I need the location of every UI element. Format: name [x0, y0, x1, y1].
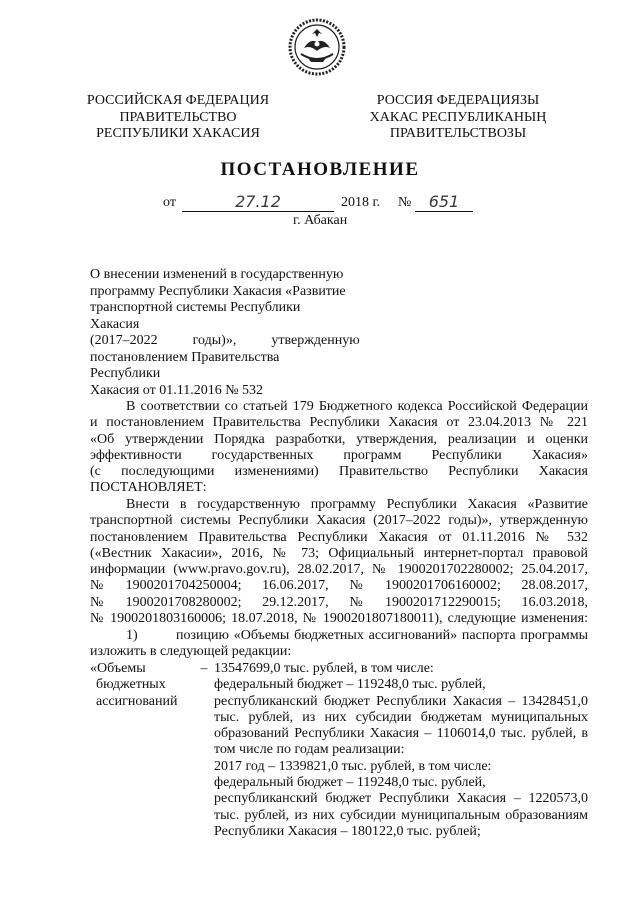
subject-line: постановлением Правительства Республики	[90, 349, 280, 381]
paragraph-line: № 1900201704250004; 16.06.2017, № 1900201706160002; 28.08.2017,	[90, 578, 588, 594]
paragraph-line: № 1900201708280002; 29.12.2017, № 1900201712290015; 16.03.2018,	[90, 594, 588, 610]
paragraph-line: («Вестник Хакасии», 2016, № 73; Официальный интернет-портал правовой	[90, 545, 588, 561]
paragraph-amendments	[90, 497, 588, 627]
passport-line: федеральный бюджет – 119248,0 тыс. рублей,	[214, 677, 486, 693]
paragraph-line: постановлением Правительства Республики Хакасия от 01.11.2016 № 532	[90, 529, 588, 545]
subject-line: О внесении изменений в государственную	[90, 267, 344, 282]
document-title: ПОСТАНОВЛЕНИЕ	[220, 159, 420, 180]
paragraph-line: транспортной системы Республики Хакасия (2017–2022 годы)», утвержденную	[90, 513, 588, 529]
paragraph-line: информации (www.pravo.gov.ru), 28.02.2017, № 1900201702280002; 25.04.2017,	[90, 562, 588, 578]
passport-line: тыс. рублей, из них субсидии муниципальным образованиям	[214, 807, 588, 823]
number-field	[415, 194, 473, 212]
header-right-line: ПРАВИТЕЛЬСТВОЗЫ	[389, 126, 527, 141]
header-left-block	[80, 93, 276, 143]
item-line: изложить в следующей редакции:	[90, 644, 292, 660]
passport-line: 2017 год – 1339821,0 тыс. рублей, в том числе:	[214, 758, 492, 774]
passport-table	[90, 661, 588, 840]
date-field	[182, 194, 334, 212]
number-sign: №	[398, 195, 412, 210]
preamble-line: «Об утверждении Порядка разработки, утверждения, реализации и оценки	[90, 431, 588, 447]
date-prefix: от	[163, 195, 176, 210]
preamble	[90, 399, 588, 497]
passport-line: республиканский бюджет Республики Хакасия – 13428451,0	[214, 693, 588, 709]
item-line: 1) позицию «Объемы бюджетных ассигнований» паспорта программы	[126, 628, 588, 643]
passport-line: том числе по годам реализации:	[214, 742, 405, 758]
passport-line: Республики Хакасия – 180122,0 тыс. рублей;	[214, 823, 481, 839]
header-right-line: РОССИЯ ФЕДЕРАЦИЯЗЫ	[376, 93, 540, 108]
header-left-line: РЕСПУБЛИКИ ХАКАСИЯ	[96, 126, 260, 141]
header-left-line: ПРАВИТЕЛЬСТВО	[119, 109, 237, 125]
passport-label-line: «Объемы	[90, 661, 146, 676]
year-label: 2018 г.	[341, 195, 381, 210]
passport-value-cell	[214, 661, 588, 840]
passport-line: республиканский бюджет Республики Хакасия – 1220573,0	[214, 791, 588, 807]
item-1	[90, 628, 588, 661]
passport-line: 13547699,0 тыс. рублей, в том числе:	[214, 661, 434, 676]
subject-line: транспортной системы Республики Хакасия	[90, 300, 301, 332]
document-subject	[90, 267, 360, 399]
subject-line: программу Республики Хакасия «Развитие	[90, 283, 346, 299]
header-left-line: РОССИЙСКАЯ ФЕДЕРАЦИЯ	[86, 93, 270, 108]
date-value: 27.12	[235, 192, 281, 211]
passport-label-cell	[90, 661, 194, 840]
passport-line: образований Республики Хакасия – 1106014,0 тыс. рублей, в	[214, 726, 588, 742]
preamble-line: В соответствии со статьей 179 Бюджетного кодекса Российской Федерации	[126, 399, 588, 414]
preamble-line: и постановлением Правительства Республики Хакасия от 23.04.2013 № 221	[90, 415, 588, 431]
header-right-line: ХАКАС РЕСПУБЛИКАНЫҢ	[369, 109, 547, 125]
city: г. Абакан	[293, 213, 348, 228]
header-right-block	[360, 93, 556, 143]
subject-line: (2017–2022 годы)», утвержденную	[90, 333, 360, 348]
passport-label-line: ассигнований	[96, 693, 178, 709]
coat-of-arms-emblem	[288, 18, 346, 76]
passport-label-line: бюджетных	[96, 677, 166, 693]
passport-dash: –	[200, 661, 208, 676]
passport-line: тыс. рублей, из них субсидии бюджетам муниципальных	[214, 709, 588, 725]
number-value: 651	[428, 192, 460, 211]
preamble-line: ПОСТАНОВЛЯЕТ:	[90, 480, 207, 496]
subject-line: Хакасия от 01.11.2016 № 532	[90, 382, 264, 398]
passport-line: федеральный бюджет – 119248,0 тыс. рублей,	[214, 775, 486, 791]
preamble-line: (с последующими изменениями) Правительство Республики Хакасия	[90, 464, 588, 480]
paragraph-line: Внести в государственную программу Республики Хакасия «Развитие	[126, 497, 588, 512]
paragraph-line: № 1900201803160006; 18.07.2018, № 1900201807180011), следующие изменения:	[90, 611, 588, 627]
preamble-line: эффективности государственных программ Республики Хакасия»	[90, 447, 588, 463]
